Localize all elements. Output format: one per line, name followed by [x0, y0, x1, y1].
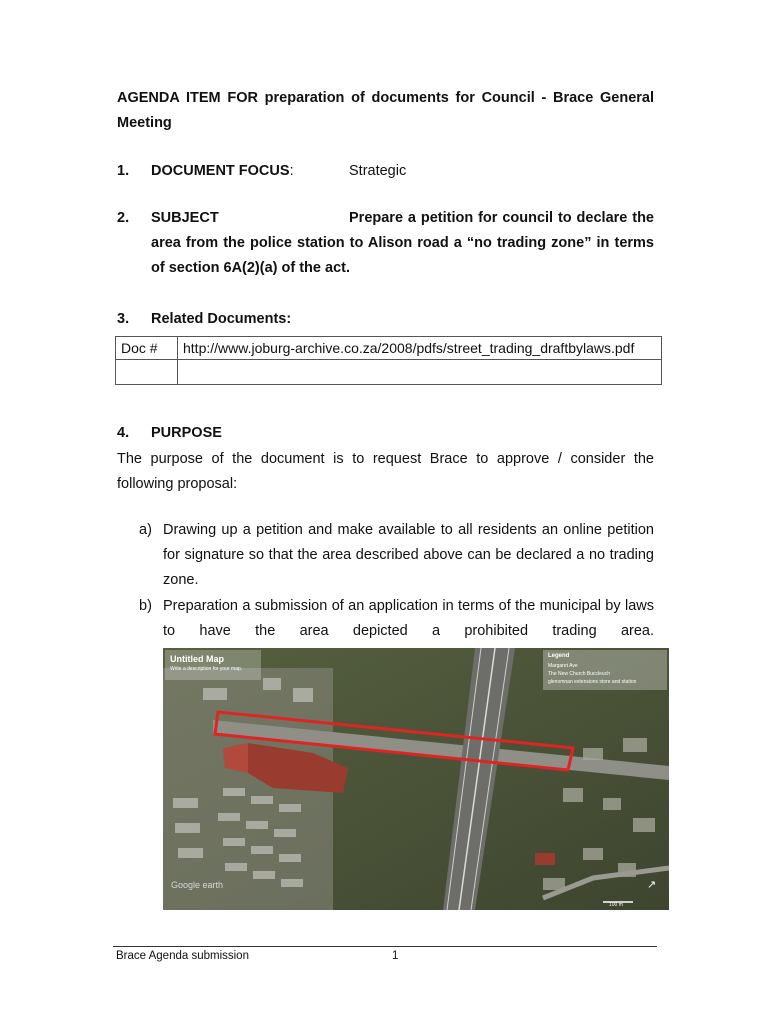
satellite-map-image — [163, 648, 669, 910]
map-scale-label: 100 m — [609, 902, 623, 908]
doc-label-cell: Doc # — [116, 337, 178, 360]
page-number: 1 — [392, 950, 399, 962]
doc-link-cell[interactable]: http://www.joburg-archive.co.za/2008/pdfs/street_trading_draftbylaws.pdf — [178, 337, 662, 360]
purpose-intro: The purpose of the document is to request Brace to approve / consider the following proposal: — [117, 451, 654, 492]
map-legend — [548, 662, 636, 686]
table-row — [116, 337, 662, 360]
footer-text: Brace Agenda submission — [116, 950, 249, 962]
document-title: AGENDA ITEM FOR preparation of documents for Council - Brace General Meeting — [117, 90, 654, 131]
section-2-subject — [151, 206, 654, 281]
section-2-label: SUBJECT — [151, 210, 219, 226]
section-1-label — [151, 159, 294, 184]
item-a-text: Drawing up a petition and make available to all residents an online petition for signature so that the area described above can be declared a no trading zone. — [163, 522, 654, 588]
section-2-value: Prepare a petition for council to declare the area from the police station to Alison road a “no trading zone” in terms of section 6A(2)(a) of the act. — [151, 210, 654, 276]
item-a-marker: a) — [139, 522, 152, 538]
north-arrow-icon: ↗ — [647, 879, 657, 891]
legend-item-3: glenomnan extensions store and station — [548, 679, 637, 685]
legend-item-2: The New Church Buccleuch — [548, 671, 610, 677]
legend-item-1: Margaret Ave — [548, 663, 578, 669]
empty-value-cell — [178, 360, 662, 385]
section-1-value: Strategic — [349, 163, 407, 179]
item-b-marker: b) — [139, 598, 152, 614]
map-title: Untitled Map — [170, 654, 224, 664]
section-4-label: PURPOSE — [151, 425, 222, 441]
map-graphic — [163, 648, 669, 910]
section-3-label: Related Documents: — [151, 311, 292, 327]
table-row — [116, 360, 662, 385]
related-documents-table — [115, 336, 662, 385]
section-1-number: 1. — [117, 163, 130, 179]
section-2-number: 2. — [117, 210, 130, 226]
map-legend-title: Legend — [548, 653, 570, 659]
section-1-colon: : — [289, 163, 294, 179]
map-description: Write a description for your map. — [170, 666, 243, 672]
footer-divider — [113, 946, 657, 947]
section-1-label-text: DOCUMENT FOCUS — [151, 163, 290, 179]
empty-label-cell — [116, 360, 178, 385]
section-3-number: 3. — [117, 311, 130, 327]
item-b-text: Preparation a submission of an application in terms of the municipal by laws to have the area depicted a prohibited trading area. — [163, 598, 654, 639]
section-4-number: 4. — [117, 425, 130, 441]
map-watermark: Google earth — [171, 880, 224, 890]
